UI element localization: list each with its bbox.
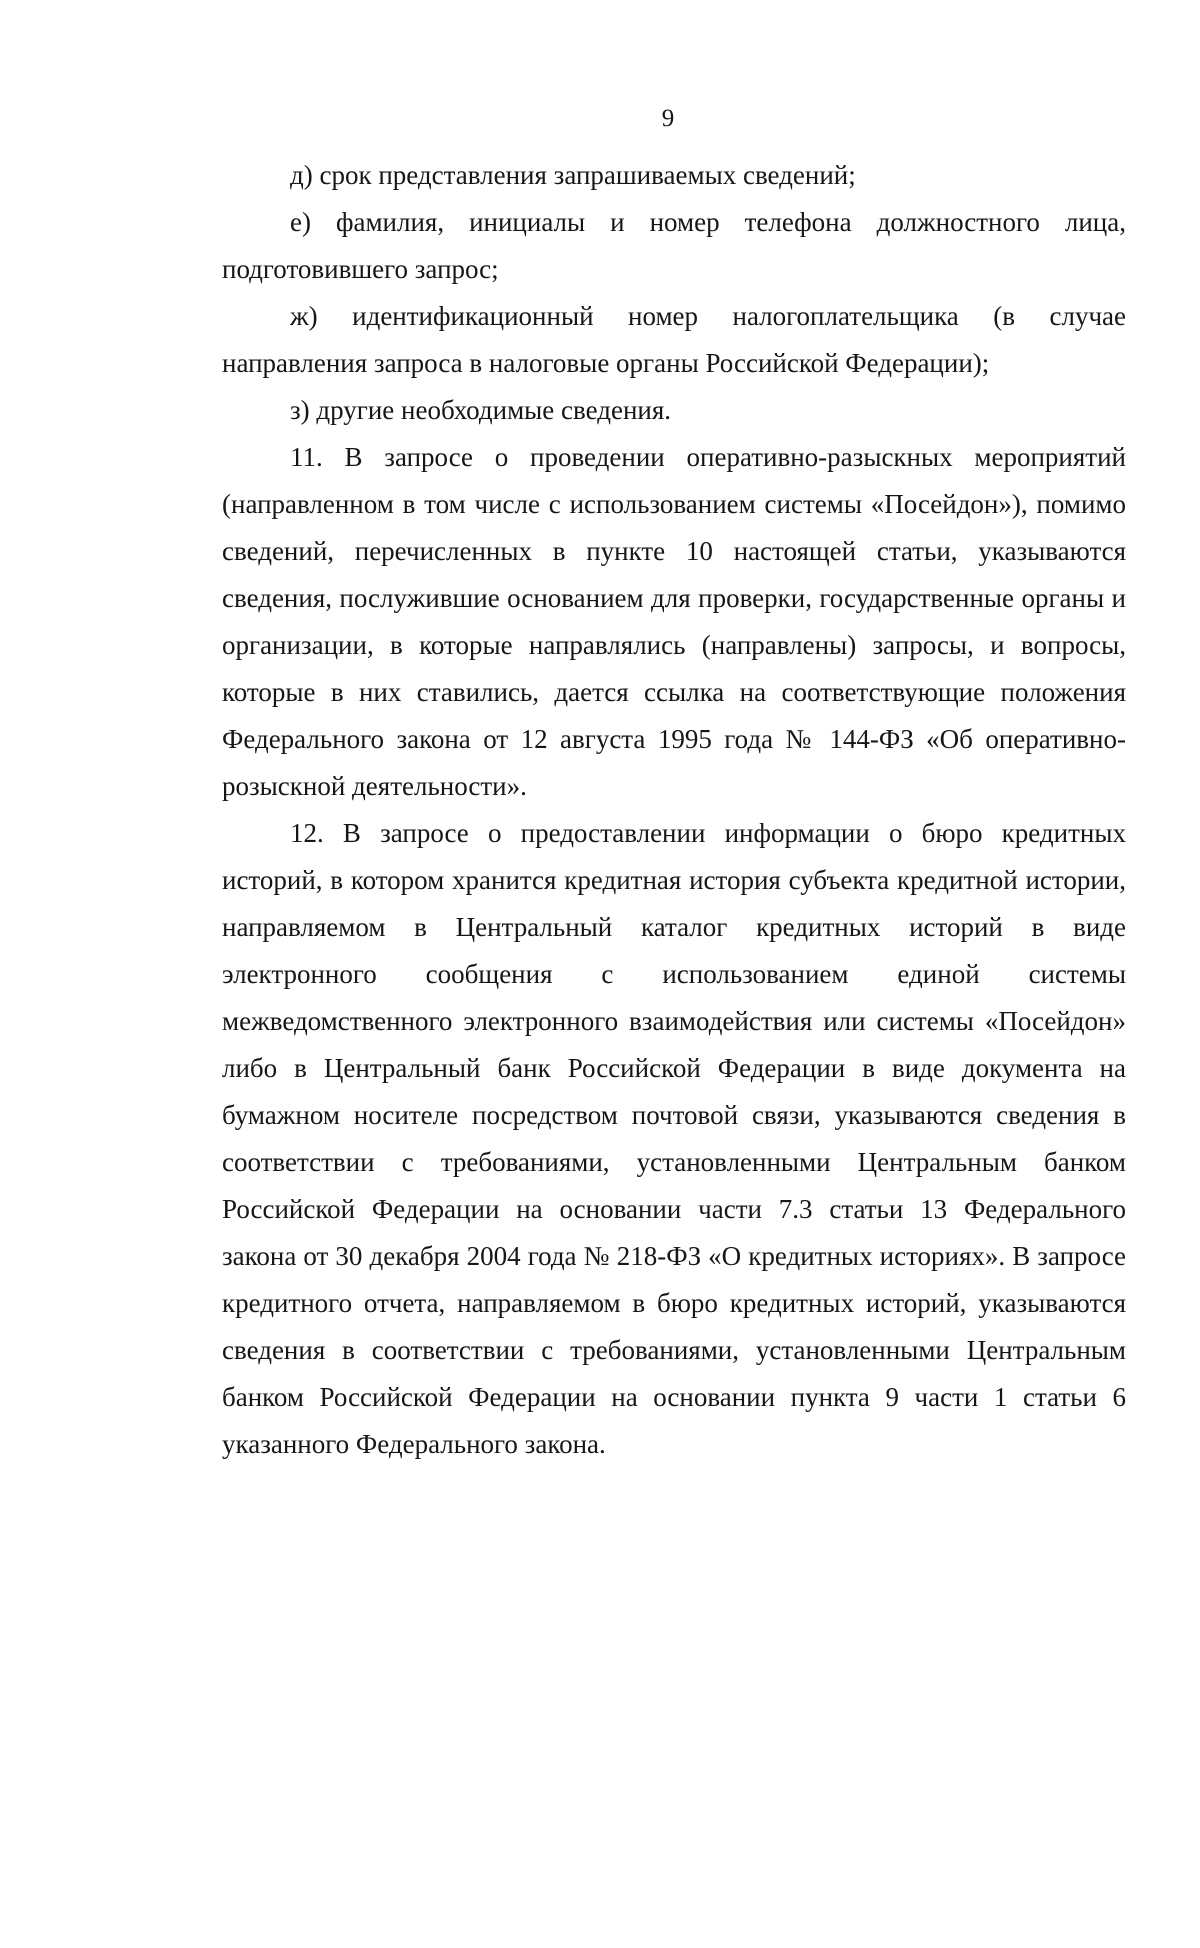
paragraph-clause-12: 12. В запросе о предоставлении информации о бюро кредитных историй, в котором хранится кредитная история субъекта кредитной истории, направляемом в Центральный каталог кредитных историй в виде электронного сообщения с использованием единой системы межведомственного электронного взаимодействия или системы «Посейдон» либо в Центральный банк Российской Федерации в виде документа на бумажном носителе посредством почтовой связи, указываются сведения в соответствии с требованиями, установленными Центральным банком Российской Федерации на основании части 7.3 статьи 13 Федерального закона от 30 декабря 2004 года № 218-ФЗ «О кредитных историях». В запросе кредитного отчета, направляемом в бюро кредитных историй, указываются сведения в соответствии с требованиями, установленными Центральным банком Российской Федерации на основании пункта 9 части 1 статьи 6 указанного Федерального закона. — [222, 818, 1126, 1459]
paragraph-item-e: е) фамилия, инициалы и номер телефона должностного лица, подготовившего запрос; — [222, 207, 1126, 284]
paragraph-item-z: з) другие необходимые сведения. — [290, 395, 672, 425]
document-body — [222, 152, 1126, 1468]
paragraph-item-d: д) срок представления запрашиваемых сведений; — [290, 160, 856, 190]
paragraph-clause-11: 11. В запросе о проведении оперативно-разыскных мероприятий (направленном в том числе с использованием системы «Посейдон»), помимо сведений, перечисленных в пункте 10 настоящей статьи, указываются сведения, послужившие основанием для проверки, государственные органы и организации, в которые направлялись (направлены) запросы, и вопросы, которые в них ставились, дается ссылка на соответствующие положения Федерального закона от 12 августа 1995 года № 144-ФЗ «Об оперативно-розыскной деятельности». — [222, 442, 1126, 801]
paragraph-item-zh: ж) идентификационный номер налогоплательщика (в случае направления запроса в налоговые органы Российской Федерации); — [222, 301, 1126, 378]
page-number: 9 — [661, 105, 675, 132]
